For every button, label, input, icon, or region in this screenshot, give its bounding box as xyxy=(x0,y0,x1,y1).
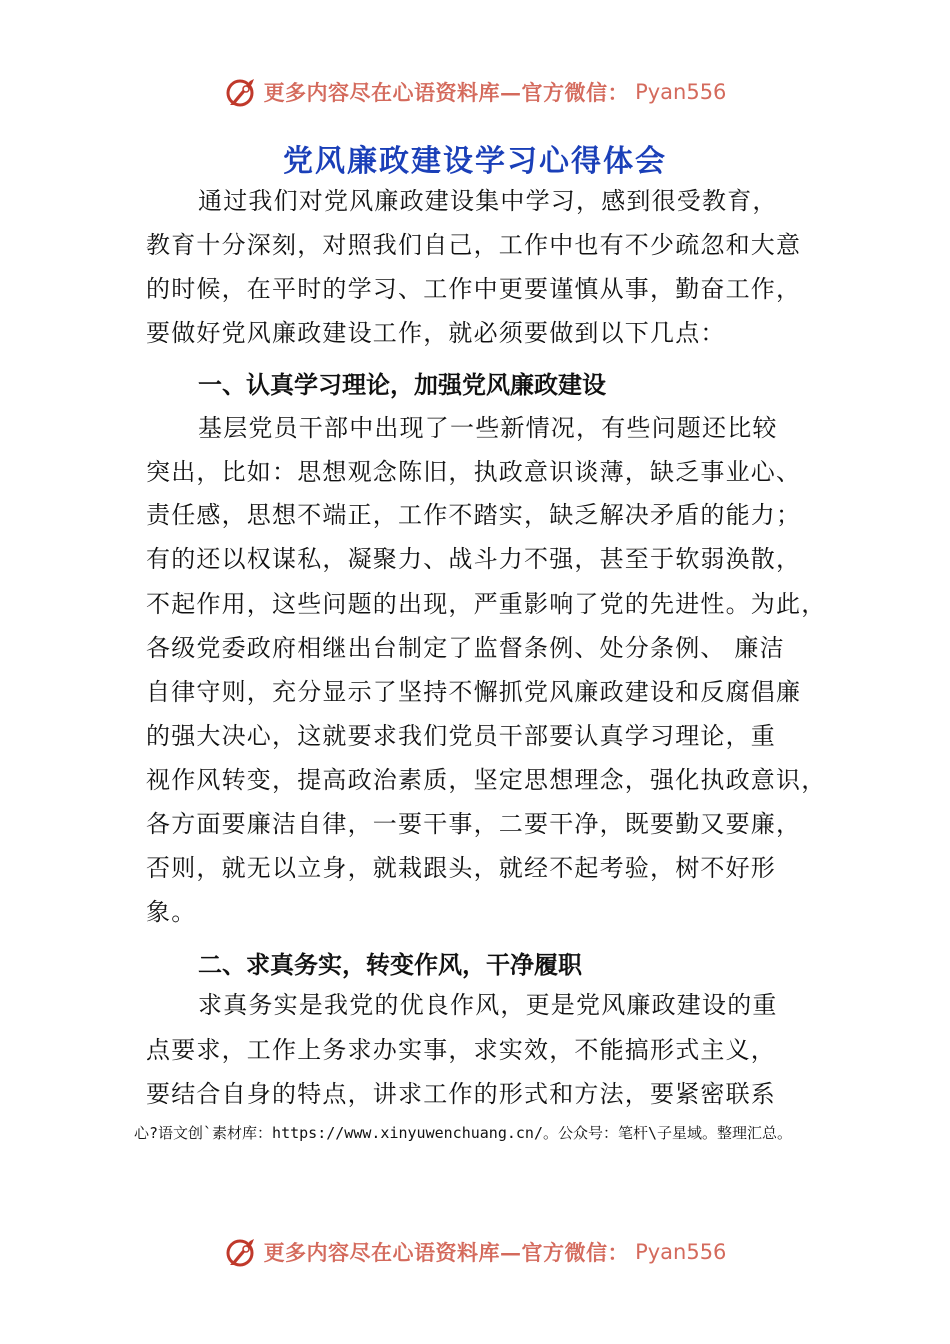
banner-wechat-id: Pyan556 xyxy=(635,1240,727,1264)
section1-line: 不起作用，这些问题的出现，严重影响了党的先进性。为此， xyxy=(146,590,827,618)
section1-line: 否则，就无以立身，就栽跟头，就经不起考验，树不好形 xyxy=(146,854,776,882)
section1-line: 有的还以权谋私，凝聚力、战斗力不强，甚至于软弱涣散， xyxy=(146,545,802,573)
banner-text: 更多内容尽在心语资料库—官方微信： xyxy=(263,1240,630,1265)
section1-line: 象。 xyxy=(146,898,197,926)
intro-line: 要做好党风廉政建设工作，就必须要做到以下几点： xyxy=(146,319,726,347)
section-heading-1: 一、认真学习理论，加强党风廉政建设 xyxy=(198,371,606,399)
footer-banner xyxy=(0,1232,950,1272)
quill-circle-logo-icon xyxy=(224,1235,258,1269)
section1-line: 突出，比如：思想观念陈旧，执政意识谈薄，缺乏事业心、 xyxy=(146,458,802,486)
section1-line: 责任感，思想不端正，工作不踏实，缺乏解决矛盾的能力； xyxy=(146,501,802,529)
section2-line: 要结合自身的特点，讲求工作的形式和方法，要紧密联系 xyxy=(146,1080,776,1108)
section1-line: 的强大决心，这就要求我们党员干部要认真学习理论，重 xyxy=(146,722,776,750)
source-footnote: 心?语文创`素材库：https://www.xinyuwenchuang.cn/。公众号：笔杆\子星域。整理汇总。 xyxy=(134,1124,793,1142)
section1-line: 自律守则，充分显示了坚持不懈抓党风廉政建设和反腐倡廉 xyxy=(146,678,802,706)
intro-line: 通过我们对党风廉政建设集中学习，感到很受教育， xyxy=(198,187,778,215)
header-banner xyxy=(0,72,950,112)
document-title: 党风廉政建设学习心得体会 xyxy=(283,144,667,179)
banner-text: 更多内容尽在心语资料库—官方微信： xyxy=(263,80,630,105)
intro-line: 教育十分深刻，对照我们自己，工作中也有不少疏忽和大意 xyxy=(146,231,802,259)
intro-line: 的时候，在平时的学习、工作中更要谨慎从事，勤奋工作， xyxy=(146,275,802,303)
section-heading-2: 二、求真务实，转变作风，干净履职 xyxy=(198,951,582,979)
banner-wechat-id: Pyan556 xyxy=(635,80,727,104)
section1-line: 视作风转变，提高政治素质，坚定思想理念，强化执政意识， xyxy=(146,766,827,794)
section1-line: 各方面要廉洁自律，一要干事，二要干净，既要勤又要廉， xyxy=(146,810,802,838)
section1-line: 基层党员干部中出现了一些新情况，有些问题还比较 xyxy=(198,414,778,442)
section2-line: 点要求，工作上务求办实事，求实效，不能搞形式主义， xyxy=(146,1036,776,1064)
section1-line: 各级党委政府相继出台制定了监督条例、处分条例、 廉洁 xyxy=(146,634,785,662)
section2-line: 求真务实是我党的优良作风，更是党风廉政建设的重 xyxy=(198,991,778,1019)
quill-circle-logo-icon xyxy=(224,75,258,109)
